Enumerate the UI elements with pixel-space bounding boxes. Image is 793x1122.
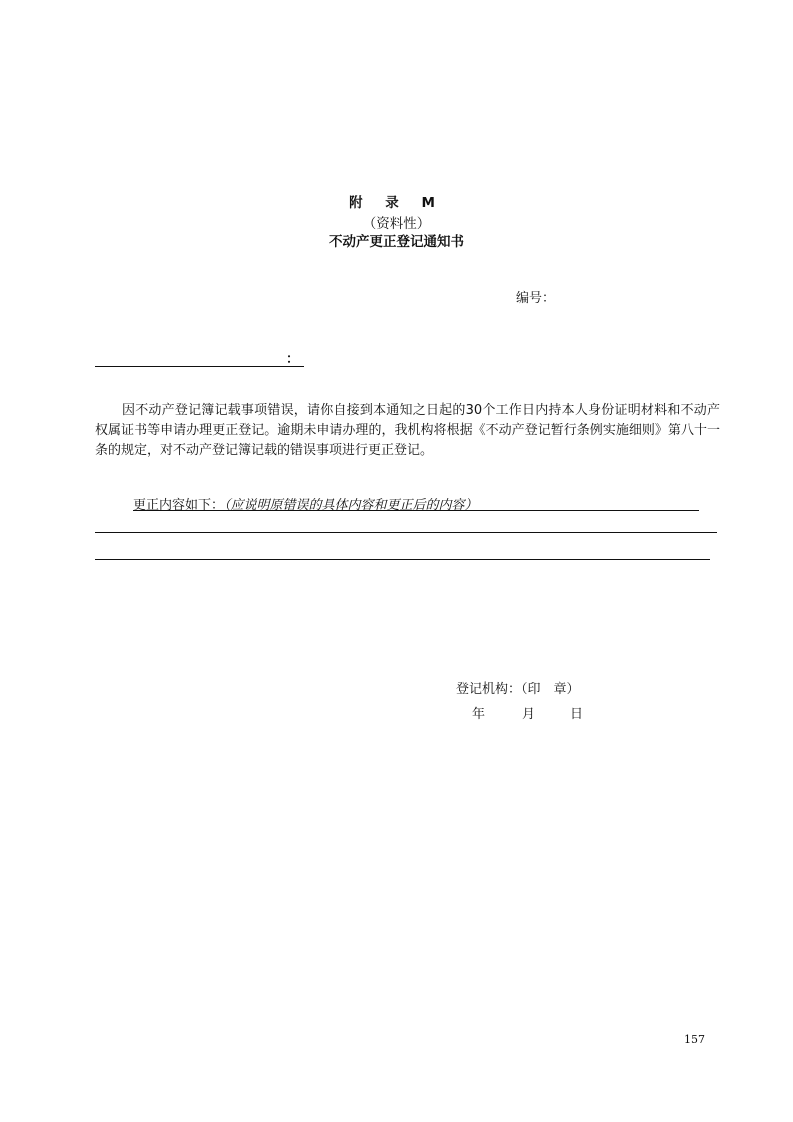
appendix-note: （资料性） xyxy=(362,216,431,232)
correction-line xyxy=(133,494,699,511)
registration-org-seal: 登记机构：（印 章） xyxy=(456,682,580,697)
blank-line-2 xyxy=(95,559,710,560)
appendix-title: 附 录 M xyxy=(349,195,444,211)
date-month: 月 xyxy=(522,707,536,722)
document-title: 不动产更正登记通知书 xyxy=(329,234,464,250)
addressee-colon: ： xyxy=(286,352,300,367)
blank-line-1 xyxy=(95,532,717,533)
page-number: 157 xyxy=(684,1033,705,1046)
correction-hint: （应说明原错误的具体内容和更正后的内容） xyxy=(224,498,478,513)
addressee-blank-line xyxy=(95,351,304,367)
correction-label: 更正内容如下： xyxy=(133,498,225,513)
date-day: 日 xyxy=(570,707,584,722)
date-year: 年 xyxy=(472,707,486,722)
number-label: 编号： xyxy=(516,291,556,306)
notice-body: 因不动产登记簿记载事项错误，请你自接到本通知之日起的30个工作日内持本人身份证明材料和不动产权属证书等申请办理更正登记。逾期未申请办理的，我机构将根据《不动产登记暂行条例实施细则》第八十一条的规定，对不动产登记簿记载的错误事项进行更正登记。 xyxy=(95,403,720,458)
